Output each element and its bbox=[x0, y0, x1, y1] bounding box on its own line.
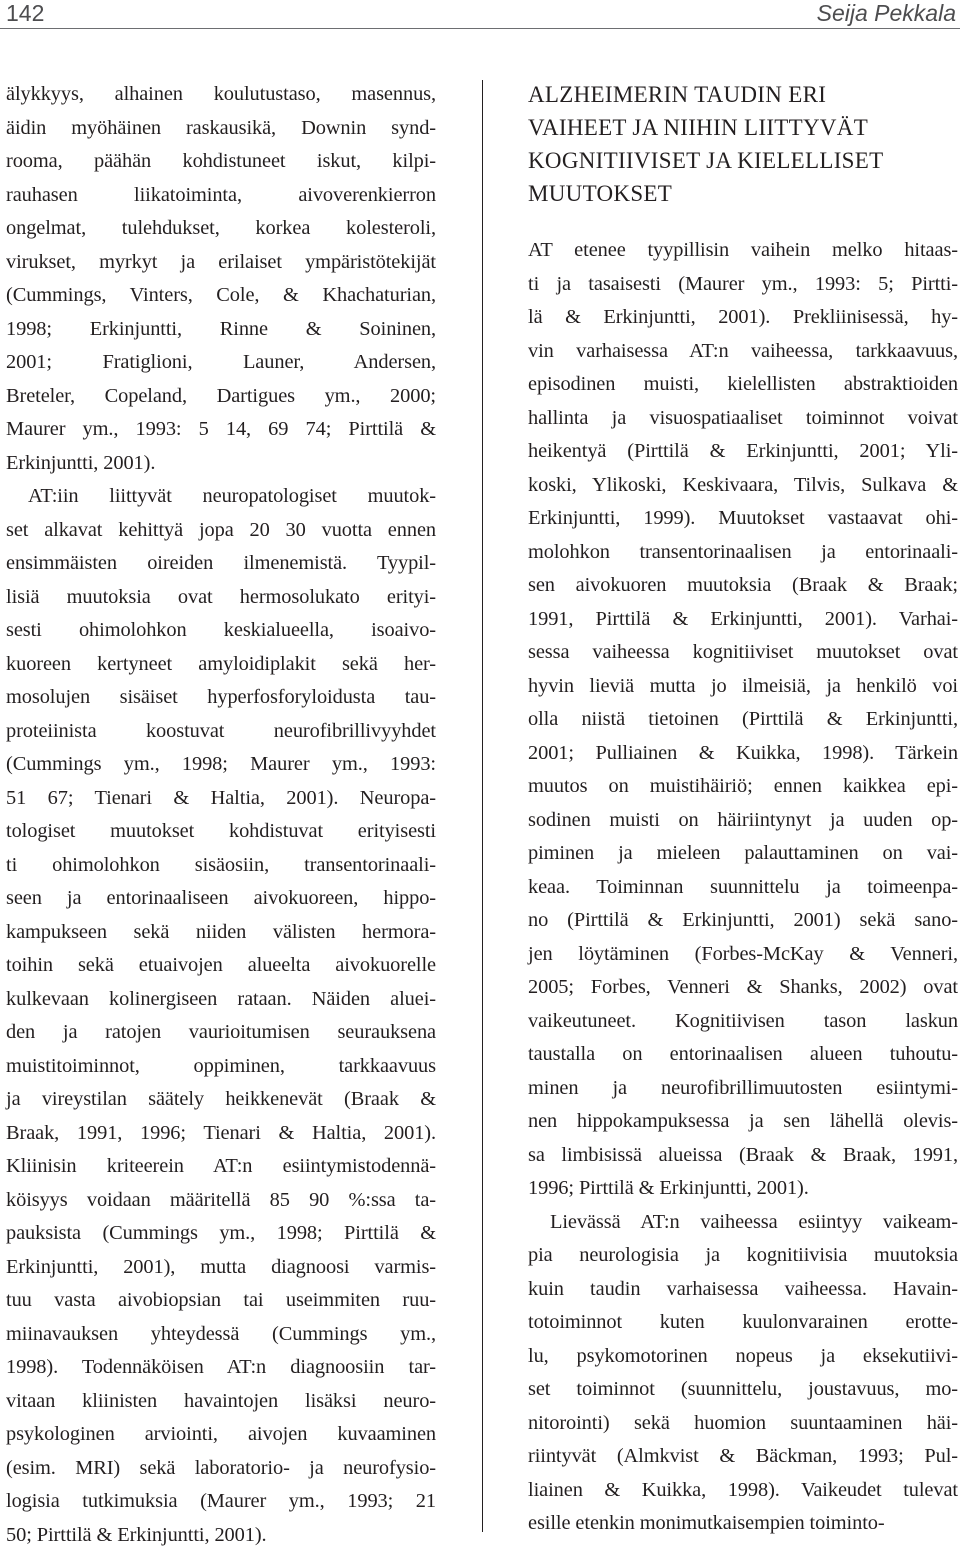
body-text-line: lu, psykomotorinen nopeus ja eksekutiivi- bbox=[528, 1340, 958, 1374]
body-text-line: 1991, Pirttilä & Erkinjuntti, 2001). Varhai- bbox=[528, 603, 958, 637]
body-text-line: jen löytäminen (Forbes-McKay & Venneri, bbox=[528, 938, 958, 972]
body-text-line: minen ja neurofibrillimuutosten esiintymi- bbox=[528, 1072, 958, 1106]
body-text-line: episodinen muisti, kielellisten abstraktioiden bbox=[528, 368, 958, 402]
body-text-line: heikentyä (Pirttilä & Erkinjuntti, 2001; Yli- bbox=[528, 435, 958, 469]
body-text-line: 1998). Todennäköisen AT:n diagnoosiin tar- bbox=[6, 1351, 436, 1385]
body-text-line: vaikeutuneet. Kognitiivisen tason laskun bbox=[528, 1005, 958, 1039]
body-text-line: tologiset muutokset kohdistuvat erityisesti bbox=[6, 815, 436, 849]
body-text-line: esille etenkin monimutkaisempien toiminto- bbox=[528, 1507, 958, 1541]
body-text-line: piminen ja mieleen palauttaminen on vai- bbox=[528, 837, 958, 871]
heading-line: MUUTOKSET bbox=[528, 177, 958, 210]
body-text-line: sessa vaiheessa kognitiiviset muutokset ovat bbox=[528, 636, 958, 670]
body-text-line: keaa. Toiminnan suunnittelu ja toimeenpa- bbox=[528, 871, 958, 905]
body-text-line: logisia tutkimuksia (Maurer ym., 1993; 21 bbox=[6, 1485, 436, 1519]
body-text-line: tuu vasta aivobiopsian tai useimmiten ruu- bbox=[6, 1284, 436, 1318]
body-text-line: muutos on muistihäiriö; ennen kaikkea epi- bbox=[528, 770, 958, 804]
right-column bbox=[528, 78, 958, 1541]
body-text-line: 50; Pirttilä & Erkinjuntti, 2001). bbox=[6, 1519, 436, 1552]
body-text-line: sodinen muisti on häiriintynyt ja uuden op- bbox=[528, 804, 958, 838]
body-text-line: vitaan kliinisten havaintojen lisäksi neuro- bbox=[6, 1385, 436, 1419]
body-text-line: vin varhaisessa AT:n vaiheessa, tarkkaavuus, bbox=[528, 335, 958, 369]
heading-line: KOGNITIIVISET JA KIELELLISET bbox=[528, 144, 958, 177]
right-column-text bbox=[528, 234, 958, 1541]
body-text-line: miinavauksen yhteydessä (Cummings ym., bbox=[6, 1318, 436, 1352]
body-text-line: nen hippokampuksessa ja sen lähellä olevis- bbox=[528, 1105, 958, 1139]
body-text-line: Breteler, Copeland, Dartigues ym., 2000; bbox=[6, 380, 436, 414]
body-text-line: ti ja tasaisesti (Maurer ym., 1993: 5; Pirtti- bbox=[528, 268, 958, 302]
page-header bbox=[0, 0, 960, 29]
body-text-line: muistitoiminnot, oppiminen, tarkkaavuus bbox=[6, 1050, 436, 1084]
body-text-line: 1998; Erkinjuntti, Rinne & Soininen, bbox=[6, 313, 436, 347]
page-number: 142 bbox=[6, 0, 44, 26]
body-text-line: nitorointi) sekä huomion suuntaaminen häi- bbox=[528, 1407, 958, 1441]
body-text-line: virukset, myrkyt ja erilaiset ympäristötekijät bbox=[6, 246, 436, 280]
body-text-line: kulkevaan kolinergiseen rataan. Näiden aluei- bbox=[6, 983, 436, 1017]
body-text-line: pia neurologisia ja kognitiivisia muutoksia bbox=[528, 1239, 958, 1273]
body-text-line: ti ohimolohkon sisäosiin, transentorinaali- bbox=[6, 849, 436, 883]
body-text-line: sa limbisissä alueissa (Braak & Braak, 1991, bbox=[528, 1139, 958, 1173]
body-text-line: riintyvät (Almkvist & Bäckman, 1993; Pul- bbox=[528, 1440, 958, 1474]
body-text-line: liainen & Kuikka, 1998). Vaikeudet tulevat bbox=[528, 1474, 958, 1508]
body-text-line: sen aivokuoren muutoksia (Braak & Braak; bbox=[528, 569, 958, 603]
body-text-line: Maurer ym., 1993: 5 14, 69 74; Pirttilä & bbox=[6, 413, 436, 447]
body-text-line: koski, Ylikoski, Keskivaara, Tilvis, Sulkava & bbox=[528, 469, 958, 503]
body-text-line: lä & Erkinjuntti, 2001). Prekliinisessä, hy- bbox=[528, 301, 958, 335]
body-text-line: 2001; Pulliainen & Kuikka, 1998). Tärkein bbox=[528, 737, 958, 771]
body-text-line: molohkon transentorinaalisen ja entorinaali- bbox=[528, 536, 958, 570]
body-text-line: hallinta ja visuospatiaaliset toiminnot voivat bbox=[528, 402, 958, 436]
running-head-author: Seija Pekkala bbox=[817, 0, 956, 26]
body-text-line: Kliinisin kriteerein AT:n esiintymistodennä- bbox=[6, 1150, 436, 1184]
body-text-line: ongelmat, tulehdukset, korkea kolesteroli, bbox=[6, 212, 436, 246]
body-text-line: lisiä muutoksia ovat hermosolukato erityi- bbox=[6, 581, 436, 615]
body-text-line: Erkinjuntti, 2001), mutta diagnoosi varmis- bbox=[6, 1251, 436, 1285]
body-text-line: sesti ohimolohkon keskialueella, isoaivo- bbox=[6, 614, 436, 648]
body-text-line: proteiinista koostuvat neurofibrillivyyhdet bbox=[6, 715, 436, 749]
body-text-line: set alkavat kehittyä jopa 20 30 vuotta ennen bbox=[6, 514, 436, 548]
section-heading bbox=[528, 78, 958, 210]
body-text-line: 2001; Fratiglioni, Launer, Andersen, bbox=[6, 346, 436, 380]
body-text-line: ensimmäisten oireiden ilmenemistä. Tyypil- bbox=[6, 547, 436, 581]
body-text-line: äidin myöhäinen raskausikä, Downin synd- bbox=[6, 112, 436, 146]
body-text-line: rooma, päähän kohdistuneet iskut, kilpi- bbox=[6, 145, 436, 179]
body-text-line: taustalla on entorinaalisen alueen tuhoutu- bbox=[528, 1038, 958, 1072]
body-text-line: Lievässä AT:n vaiheessa esiintyy vaikeam- bbox=[528, 1206, 958, 1240]
body-text-line: olla niistä tietoinen (Pirttilä & Erkinjuntti, bbox=[528, 703, 958, 737]
column-divider bbox=[482, 80, 483, 1532]
body-text-line: den ja ratojen vaurioitumisen seurauksena bbox=[6, 1016, 436, 1050]
left-column-text bbox=[6, 78, 436, 1552]
left-column bbox=[6, 78, 436, 1552]
body-text-line: Braak, 1991, 1996; Tienari & Haltia, 2001). bbox=[6, 1117, 436, 1151]
body-text-line: mosolujen sisäiset hyperfosforyloidusta tau- bbox=[6, 681, 436, 715]
body-text-line: 51 67; Tienari & Haltia, 2001). Neuropa- bbox=[6, 782, 436, 816]
body-text-line: pauksista (Cummings ym., 1998; Pirttilä & bbox=[6, 1217, 436, 1251]
body-text-line: totoiminnot kuten kuulonvarainen erotte- bbox=[528, 1306, 958, 1340]
heading-line: VAIHEET JA NIIHIN LIITTYVÄT bbox=[528, 111, 958, 144]
body-text-line: kuin taudin varhaisessa vaiheessa. Havain- bbox=[528, 1273, 958, 1307]
body-text-line: kampukseen sekä niiden välisten hermora- bbox=[6, 916, 436, 950]
body-text-line: Erkinjuntti, 1999). Muutokset vastaavat ohi- bbox=[528, 502, 958, 536]
body-text-line: 1996; Pirttilä & Erkinjuntti, 2001). bbox=[528, 1172, 958, 1206]
body-text-line: hyvin lieviä mutta jo ilmeisiä, ja henkilö voi bbox=[528, 670, 958, 704]
body-text-line: set toiminnot (suunnittelu, joustavuus, mo- bbox=[528, 1373, 958, 1407]
body-text-line: (esim. MRI) sekä laboratorio- ja neurofysio- bbox=[6, 1452, 436, 1486]
body-text-line: kuoreen kertyneet amyloidiplakit sekä her- bbox=[6, 648, 436, 682]
body-text-line: (Cummings ym., 1998; Maurer ym., 1993: bbox=[6, 748, 436, 782]
body-text-line: 2005; Forbes, Venneri & Shanks, 2002) ovat bbox=[528, 971, 958, 1005]
body-text-line: rauhasen liikatoiminta, aivoverenkierron bbox=[6, 179, 436, 213]
body-text-line: no (Pirttilä & Erkinjuntti, 2001) sekä sano- bbox=[528, 904, 958, 938]
body-text-line: Erkinjuntti, 2001). bbox=[6, 447, 436, 481]
body-text-line: köisyys voidaan määritellä 85 90 %:ssa ta- bbox=[6, 1184, 436, 1218]
body-text-line: toihin sekä etuaivojen alueelta aivokuorelle bbox=[6, 949, 436, 983]
body-text-line: (Cummings, Vinters, Cole, & Khachaturian, bbox=[6, 279, 436, 313]
body-text-line: seen ja entorinaaliseen aivokuoreen, hippo- bbox=[6, 882, 436, 916]
body-text-line: psykologinen arviointi, aivojen kuvaaminen bbox=[6, 1418, 436, 1452]
body-text-line: älykkyys, alhainen koulutustaso, masennus, bbox=[6, 78, 436, 112]
body-text-line: AT etenee tyypillisin vaihein melko hitaas- bbox=[528, 234, 958, 268]
heading-line: ALZHEIMERIN TAUDIN ERI bbox=[528, 78, 958, 111]
body-text-line: ja vireystilan säätely heikkenevät (Braak & bbox=[6, 1083, 436, 1117]
body-text-line: AT:iin liittyvät neuropatologiset muutok- bbox=[6, 480, 436, 514]
